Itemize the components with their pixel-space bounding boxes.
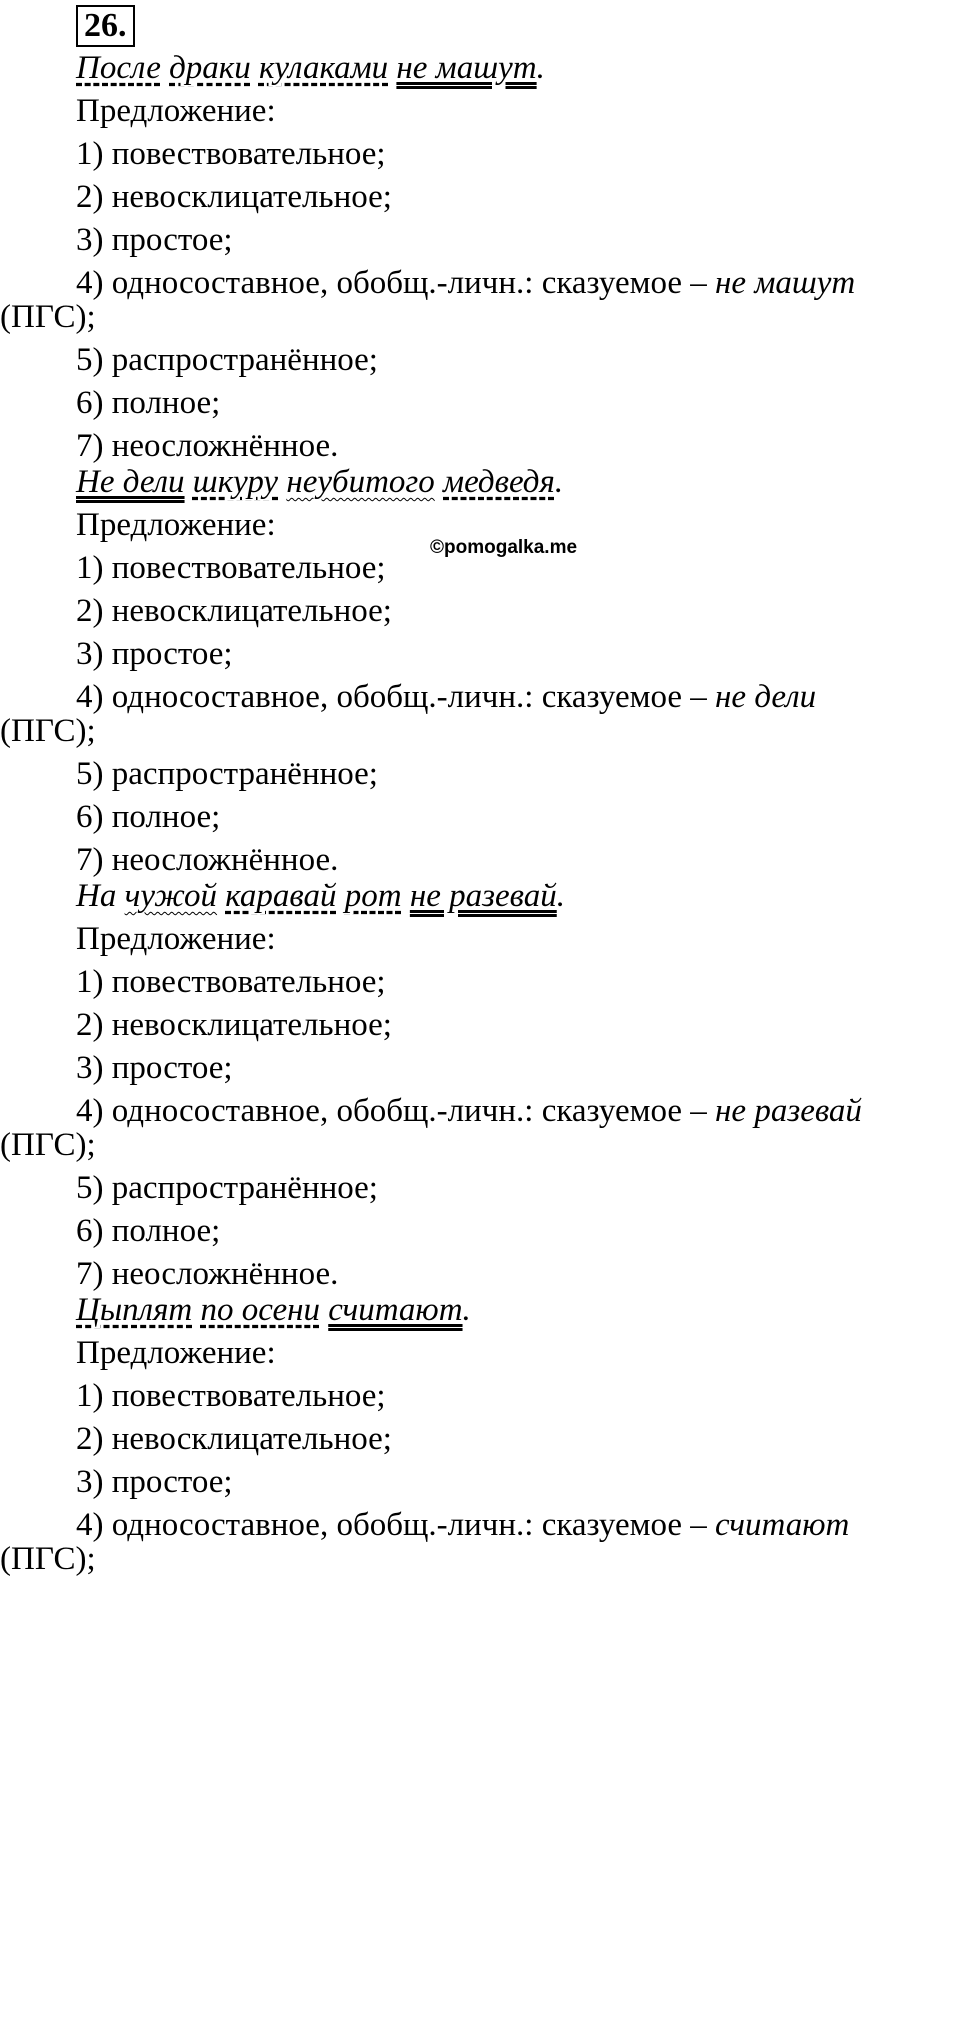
sentence-word xyxy=(402,876,410,916)
analysis-item-2: 2) невосклицательное; xyxy=(76,1007,392,1043)
pgs-label: (ПГС); xyxy=(0,713,96,749)
sentence-word xyxy=(278,462,286,502)
sentence-title xyxy=(76,48,545,88)
predicate: не машут xyxy=(715,265,856,301)
pgs-label: (ПГС); xyxy=(0,1127,96,1163)
sentence-word: медведя xyxy=(443,464,555,500)
analysis-item-4 xyxy=(76,263,855,303)
sentence-word: На xyxy=(76,878,117,914)
sentence-word: считают xyxy=(328,1292,463,1328)
sentence-word: по осени xyxy=(200,1292,320,1328)
analysis-item-6: 6) полное; xyxy=(76,799,221,835)
analysis-item-1: 1) повествовательное; xyxy=(76,550,386,586)
analysis-item-2: 2) невосклицательное; xyxy=(76,593,392,629)
analysis-item-3: 3) простое; xyxy=(76,636,233,672)
sentence-word xyxy=(388,48,396,88)
analysis-item-5: 5) распространённое; xyxy=(76,756,378,792)
analysis-item-7: 7) неосложнённое. xyxy=(76,842,339,878)
item-4-prefix: 4) односоставное, обобщ.-личн.: сказуемое – xyxy=(76,1507,716,1543)
analysis-item-1: 1) повествовательное; xyxy=(76,1378,386,1414)
sentence-word xyxy=(217,876,225,916)
predicate: не дели xyxy=(715,679,817,715)
sentence-word: рот xyxy=(344,878,402,914)
analysis-item-1: 1) повествовательное; xyxy=(76,136,386,172)
analysis-item-2: 2) невосклицательное; xyxy=(76,1421,392,1457)
sentence-word xyxy=(161,48,169,88)
analysis-item-1: 1) повествовательное; xyxy=(76,964,386,1000)
predicate: считают xyxy=(715,1507,850,1543)
sentence-word: кулаками xyxy=(258,50,389,86)
analysis-item-6: 6) полное; xyxy=(76,385,221,421)
sentence-word: Не дели xyxy=(76,464,185,500)
analysis-item-4 xyxy=(76,1091,862,1131)
pgs-label: (ПГС); xyxy=(0,299,96,335)
analysis-item-3: 3) простое; xyxy=(76,1464,233,1500)
sentence-word xyxy=(192,1290,200,1330)
sentence-word: не машут xyxy=(396,50,537,86)
predicate: не разевай xyxy=(715,1093,862,1129)
item-4-prefix: 4) односоставное, обобщ.-личн.: сказуемое – xyxy=(76,265,716,301)
sentence-word: драки xyxy=(169,50,251,86)
sentence-word: . xyxy=(554,464,564,500)
pgs-label: (ПГС); xyxy=(0,1541,96,1577)
analysis-item-4 xyxy=(76,677,816,717)
analysis-item-3: 3) простое; xyxy=(76,1050,233,1086)
sentence-word: чужой xyxy=(124,878,218,914)
sentence-word: неубитого xyxy=(286,464,435,500)
analysis-heading: Предложение: xyxy=(76,1335,276,1371)
sentence-title xyxy=(76,462,563,502)
sentence-word xyxy=(337,876,345,916)
analysis-item-7: 7) неосложнённое. xyxy=(76,1256,339,1292)
sentence-title xyxy=(76,1290,471,1330)
sentence-word: После xyxy=(76,50,161,86)
watermark: ©pomogalka.me xyxy=(430,537,578,558)
sentence-word xyxy=(116,876,124,916)
sentence-word: не разевай xyxy=(409,878,557,914)
analysis-item-4 xyxy=(76,1505,849,1545)
sentence-title xyxy=(76,876,565,916)
analysis-heading: Предложение: xyxy=(76,93,276,129)
analysis-item-3: 3) простое; xyxy=(76,222,233,258)
analysis-item-7: 7) неосложнённое. xyxy=(76,428,339,464)
sentence-word: . xyxy=(536,50,545,86)
sentence-word: шкуру xyxy=(192,464,279,500)
item-4-prefix: 4) односоставное, обобщ.-личн.: сказуемое – xyxy=(76,679,716,715)
analysis-item-5: 5) распространённое; xyxy=(76,342,378,378)
sentence-word: . xyxy=(556,878,565,914)
sentence-word xyxy=(435,462,443,502)
task-number: 26. xyxy=(76,5,135,47)
analysis-heading: Предложение: xyxy=(76,507,276,543)
sentence-word xyxy=(251,48,259,88)
sentence-word: . xyxy=(462,1292,471,1328)
sentence-word: каравай xyxy=(225,878,337,914)
sentence-word xyxy=(185,462,193,502)
analysis-item-2: 2) невосклицательное; xyxy=(76,179,392,215)
analysis-item-6: 6) полное; xyxy=(76,1213,221,1249)
analysis-item-5: 5) распространённое; xyxy=(76,1170,378,1206)
sentence-word xyxy=(320,1290,328,1330)
sentence-word: Цыплят xyxy=(76,1292,193,1328)
analysis-heading: Предложение: xyxy=(76,921,276,957)
item-4-prefix: 4) односоставное, обобщ.-личн.: сказуемое – xyxy=(76,1093,716,1129)
